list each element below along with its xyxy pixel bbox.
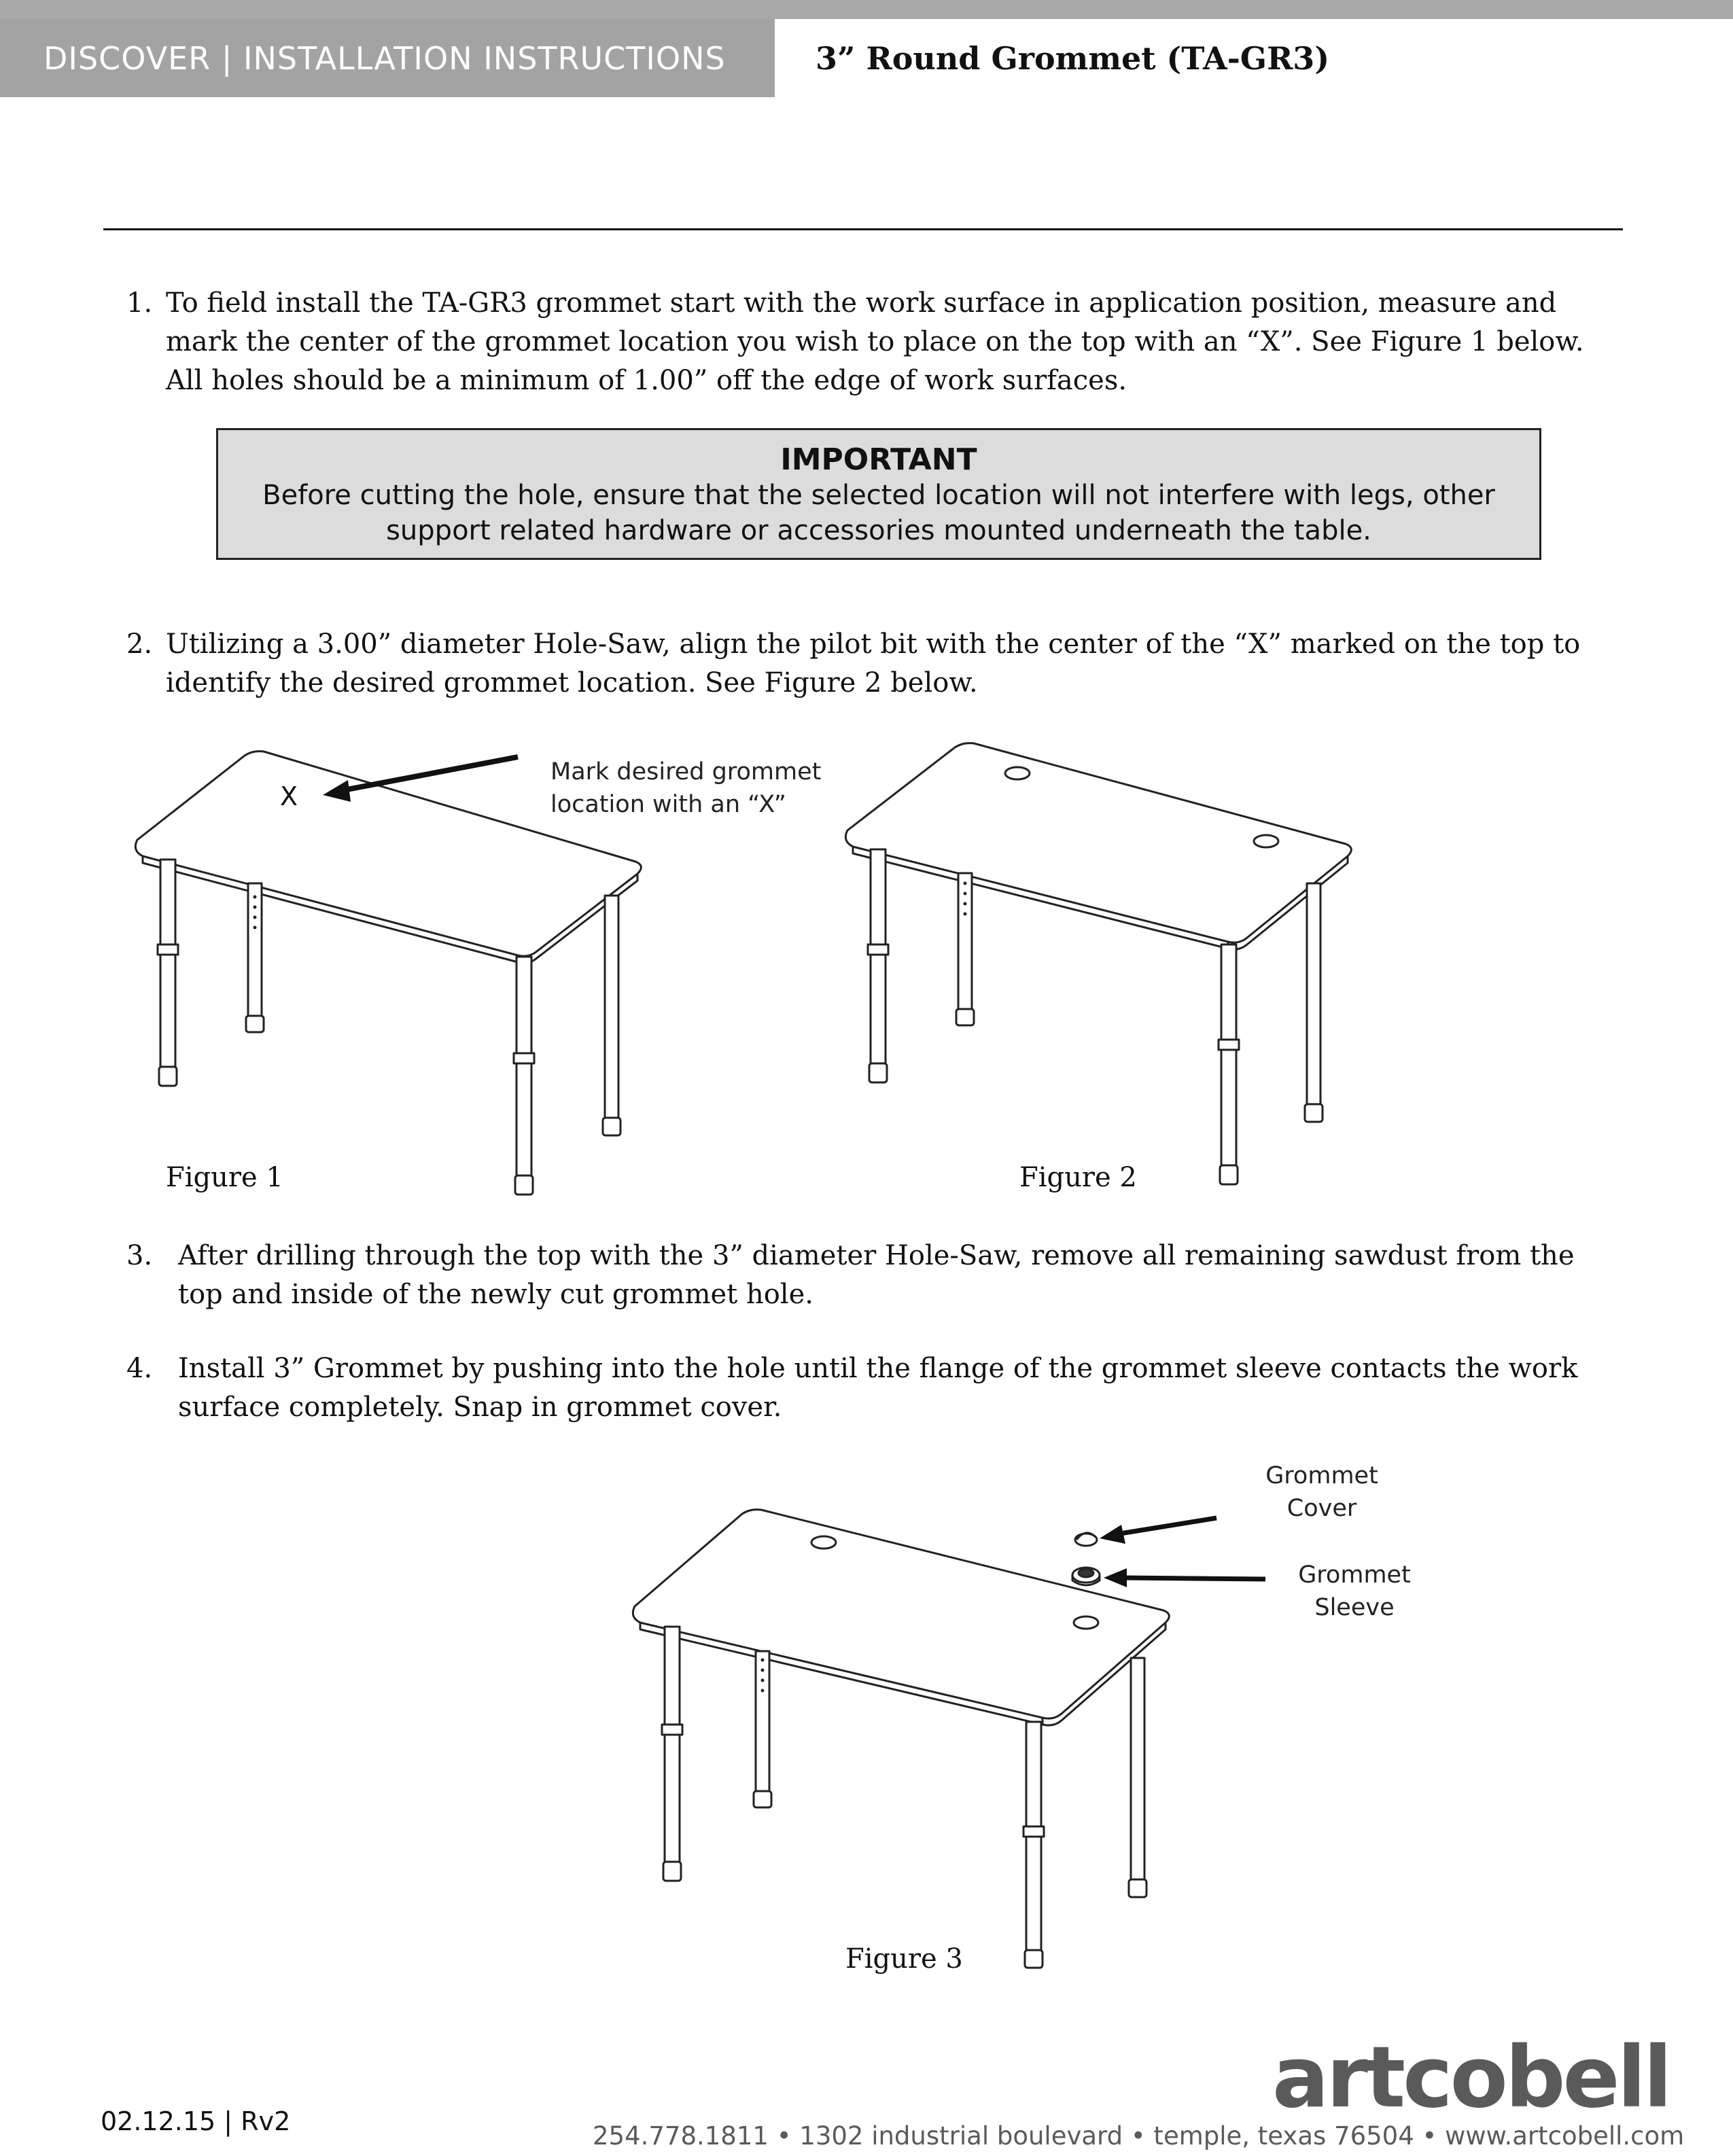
- step-3: [126, 1237, 1622, 1314]
- grommet-sleeve-line1: Grommet: [1298, 1561, 1411, 1589]
- step-1: [126, 284, 1622, 400]
- important-title: IMPORTANT: [780, 442, 977, 477]
- step-4-text: Install 3” Grommet by pushing into the hole until the flange of the grommet sleeve contacts the work surface completely. Snap in grommet cover.: [178, 1353, 1578, 1423]
- grommet-cover-line1: Grommet: [1265, 1462, 1378, 1489]
- figure-3-caption: Figure 3: [845, 1943, 963, 1975]
- top-bar: [0, 0, 1733, 19]
- figure-1-callout: [550, 756, 821, 821]
- figure-1-x-mark: X: [280, 781, 298, 811]
- grommet-sleeve-callout: [1270, 1559, 1439, 1624]
- figure-1-callout-line2: location with an “X”: [550, 791, 786, 818]
- grommet-cover-line2: Cover: [1286, 1495, 1357, 1522]
- company-logo: artcobell: [1272, 2029, 1670, 2127]
- header-section-label: DISCOVER | INSTALLATION INSTRUCTIONS: [0, 19, 775, 97]
- step-2-text: Utilizing a 3.00” diameter Hole-Saw, align the pilot bit with the center of the “X” marked on the top to identify the desired grommet location. See Figure 2 below.: [166, 629, 1581, 699]
- step-3-text: After drilling through the top with the 3” diameter Hole-Saw, remove all remaining sawdust from the top and inside of the newly cut grommet hole.: [178, 1240, 1575, 1310]
- figure-1-table-drawing: [129, 741, 945, 1162]
- figure-1-callout-line1: Mark desired grommet: [550, 758, 822, 785]
- document-title: 3” Round Grommet (TA-GR3): [775, 19, 1733, 97]
- step-1-number: 1.: [126, 287, 153, 319]
- grommet-cover-callout: [1237, 1460, 1407, 1525]
- grommet-sleeve-line2: Sleeve: [1314, 1594, 1395, 1621]
- grommet-cover-icon: [1075, 1533, 1097, 1546]
- grommet-sleeve-icon: [1072, 1568, 1100, 1585]
- figure-1-caption: Figure 1: [166, 1162, 283, 1193]
- step-4: [126, 1349, 1622, 1427]
- step-2: [126, 625, 1622, 703]
- figure-2-caption: Figure 2: [1019, 1162, 1137, 1193]
- header-divider: [103, 228, 1623, 230]
- figure-2-table-drawing: [839, 741, 1655, 1162]
- step-2-number: 2.: [126, 629, 153, 660]
- step-3-number: 3.: [126, 1240, 153, 1271]
- important-text: Before cutting the hole, ensure that the selected location will not interfere with legs, other support related hardware or accessories mounted underneath the table.: [262, 480, 1495, 546]
- company-contact: 254.778.1811 • 1302 industrial boulevard • temple, texas 76504 • www.artcobell.com: [593, 2121, 1685, 2151]
- step-1-text: To field install the TA-GR3 grommet start with the work surface in application position, measure and mark the center of the grommet location you wish to place on the top with an “X”. See Figure 1 below. All holes should be a minimum of 1.00” off the edge of work surfaces.: [166, 287, 1584, 396]
- important-notice: [216, 428, 1541, 560]
- step-4-number: 4.: [126, 1353, 153, 1384]
- revision-date: 02.12.15 | Rv2: [101, 2106, 291, 2136]
